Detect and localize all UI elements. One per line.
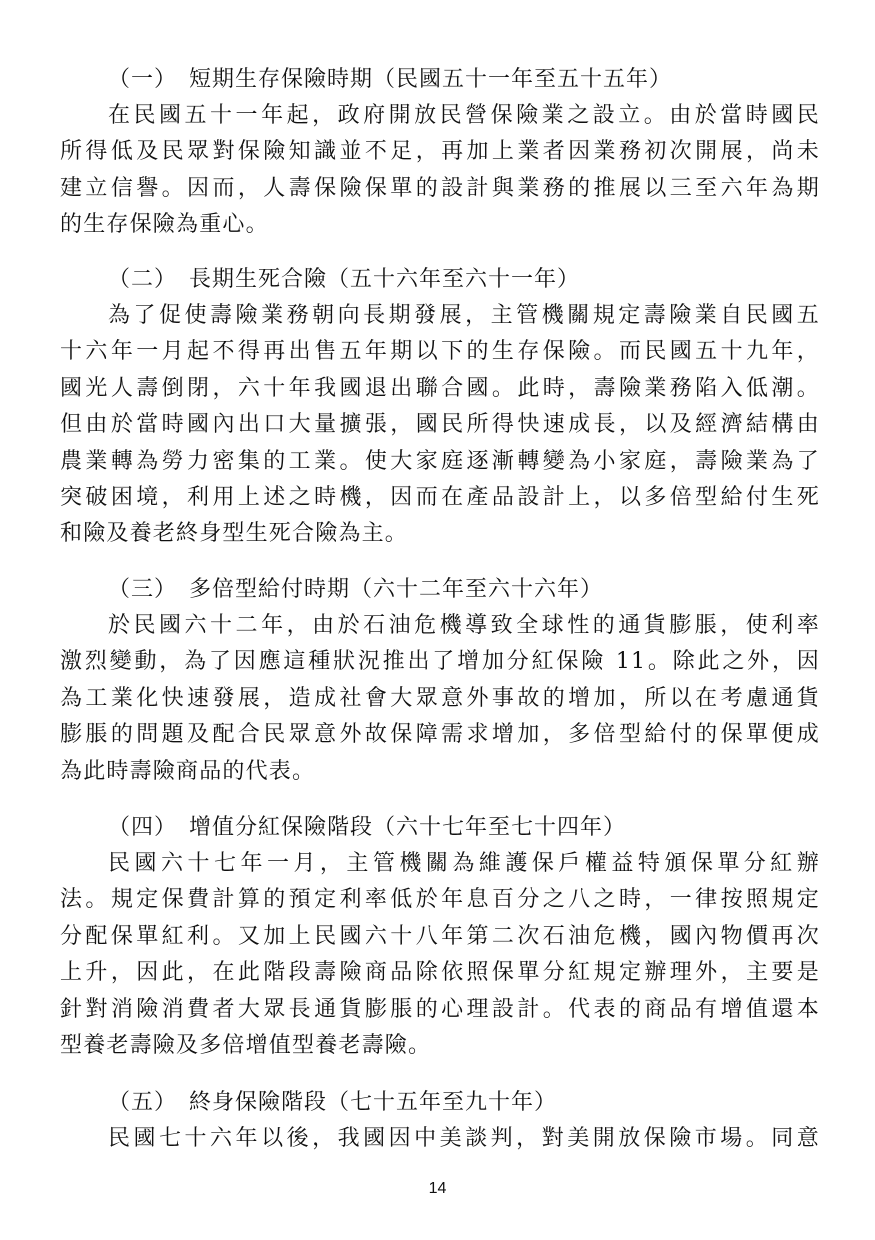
paragraph-line: 和險及養老終身型生死合險為主。 — [60, 521, 409, 547]
section-title: 增值分紅保險階段（六十七年至七十四年） — [189, 815, 627, 840]
paragraph-line: 所得低及民眾對保險知識並不足，再加上業者因業務初次開展，尚未 — [60, 139, 820, 165]
section-title: 長期生死合險（五十六年至六十一年） — [189, 267, 581, 292]
paragraph-line: 膨脹的問題及配合民眾意外故保障需求增加，多倍型給付的保單便成 — [60, 722, 820, 748]
page-number: 14 — [428, 1180, 447, 1197]
section-paragraph — [60, 1121, 820, 1157]
paragraph-line: 型養老壽險及多倍增值型養老壽險。 — [60, 1032, 432, 1058]
section-heading — [60, 572, 820, 608]
paragraph-line: 民國六十七年一月，主管機關為維護保戶權益特頒保單分紅辦 — [108, 851, 820, 876]
paragraph-line: 針對消險消費者大眾長通貨膨脹的心理設計。代表的商品有增值還本 — [60, 996, 820, 1022]
section-paragraph — [60, 608, 820, 790]
section-heading — [60, 62, 820, 98]
section-title: 多倍型給付時期（六十二年至六十六年） — [189, 577, 604, 602]
paragraph-line: 分配保單紅利。又加上民國六十八年第二次石油危機，國內物價再次 — [60, 923, 820, 949]
paragraph-line: 在民國五十一年起，政府開放民營保險業之設立。由於當時國民 — [108, 103, 820, 128]
section-number: （五） — [108, 1090, 178, 1115]
section-number: （三） — [108, 577, 178, 602]
paragraph-line: 的生存保險為重心。 — [60, 212, 269, 238]
paragraph-line: 為此時壽險商品的代表。 — [60, 758, 316, 784]
paragraph-line: 突破困境，利用上述之時機，因而在產品設計上，以多倍型給付生死 — [60, 484, 820, 510]
section-title: 終身保險階段（七十五年至九十年） — [189, 1090, 558, 1115]
paragraph-line: 法。規定保費計算的預定利率低於年息百分之八之時，一律按照規定 — [60, 887, 820, 913]
section-heading — [60, 810, 820, 846]
paragraph-line: 十六年一月起不得再出售五年期以下的生存保險。而民國五十九年， — [60, 339, 820, 365]
paragraph-line: 於民國六十二年，由於石油危機導致全球性的通貨膨脹，使利率 — [108, 613, 820, 638]
paragraph-line: 但由於當時國內出口大量擴張，國民所得快速成長，以及經濟結構由 — [60, 412, 820, 438]
paragraph-line: 激烈變動，為了因應這種狀況推出了增加分紅保險 11。除此之外，因 — [60, 649, 820, 675]
section-4 — [60, 810, 820, 1064]
paragraph-line: 民國七十六年以後，我國因中美談判，對美開放保險市場。同意 — [108, 1126, 820, 1151]
paragraph-line: 為了促使壽險業務朝向長期發展，主管機關規定壽險業自民國五 — [108, 303, 820, 328]
section-5 — [60, 1085, 820, 1157]
paragraph-line: 上升，因此，在此階段壽險商品除依照保單分紅規定辦理外，主要是 — [60, 960, 820, 986]
section-paragraph — [60, 298, 820, 553]
section-2 — [60, 262, 820, 553]
paragraph-line: 為工業化快速發展，造成社會大眾意外事故的增加，所以在考慮通貨 — [60, 685, 820, 711]
section-heading — [60, 262, 820, 298]
section-paragraph — [60, 846, 820, 1064]
section-heading — [60, 1085, 820, 1121]
section-number: （二） — [108, 267, 178, 292]
section-paragraph — [60, 98, 820, 244]
paragraph-line: 國光人壽倒閉，六十年我國退出聯合國。此時，壽險業務陷入低潮。 — [60, 375, 820, 401]
section-1 — [60, 62, 820, 244]
paragraph-line: 建立信譽。因而，人壽保險保單的設計與業務的推展以三至六年為期 — [60, 175, 820, 201]
section-number: （一） — [108, 67, 178, 92]
paragraph-line: 農業轉為勞力密集的工業。使大家庭逐漸轉變為小家庭，壽險業為了 — [60, 448, 820, 474]
section-number: （四） — [108, 815, 178, 840]
section-title: 短期生存保險時期（民國五十一年至五十五年） — [189, 67, 673, 92]
section-3 — [60, 572, 820, 790]
